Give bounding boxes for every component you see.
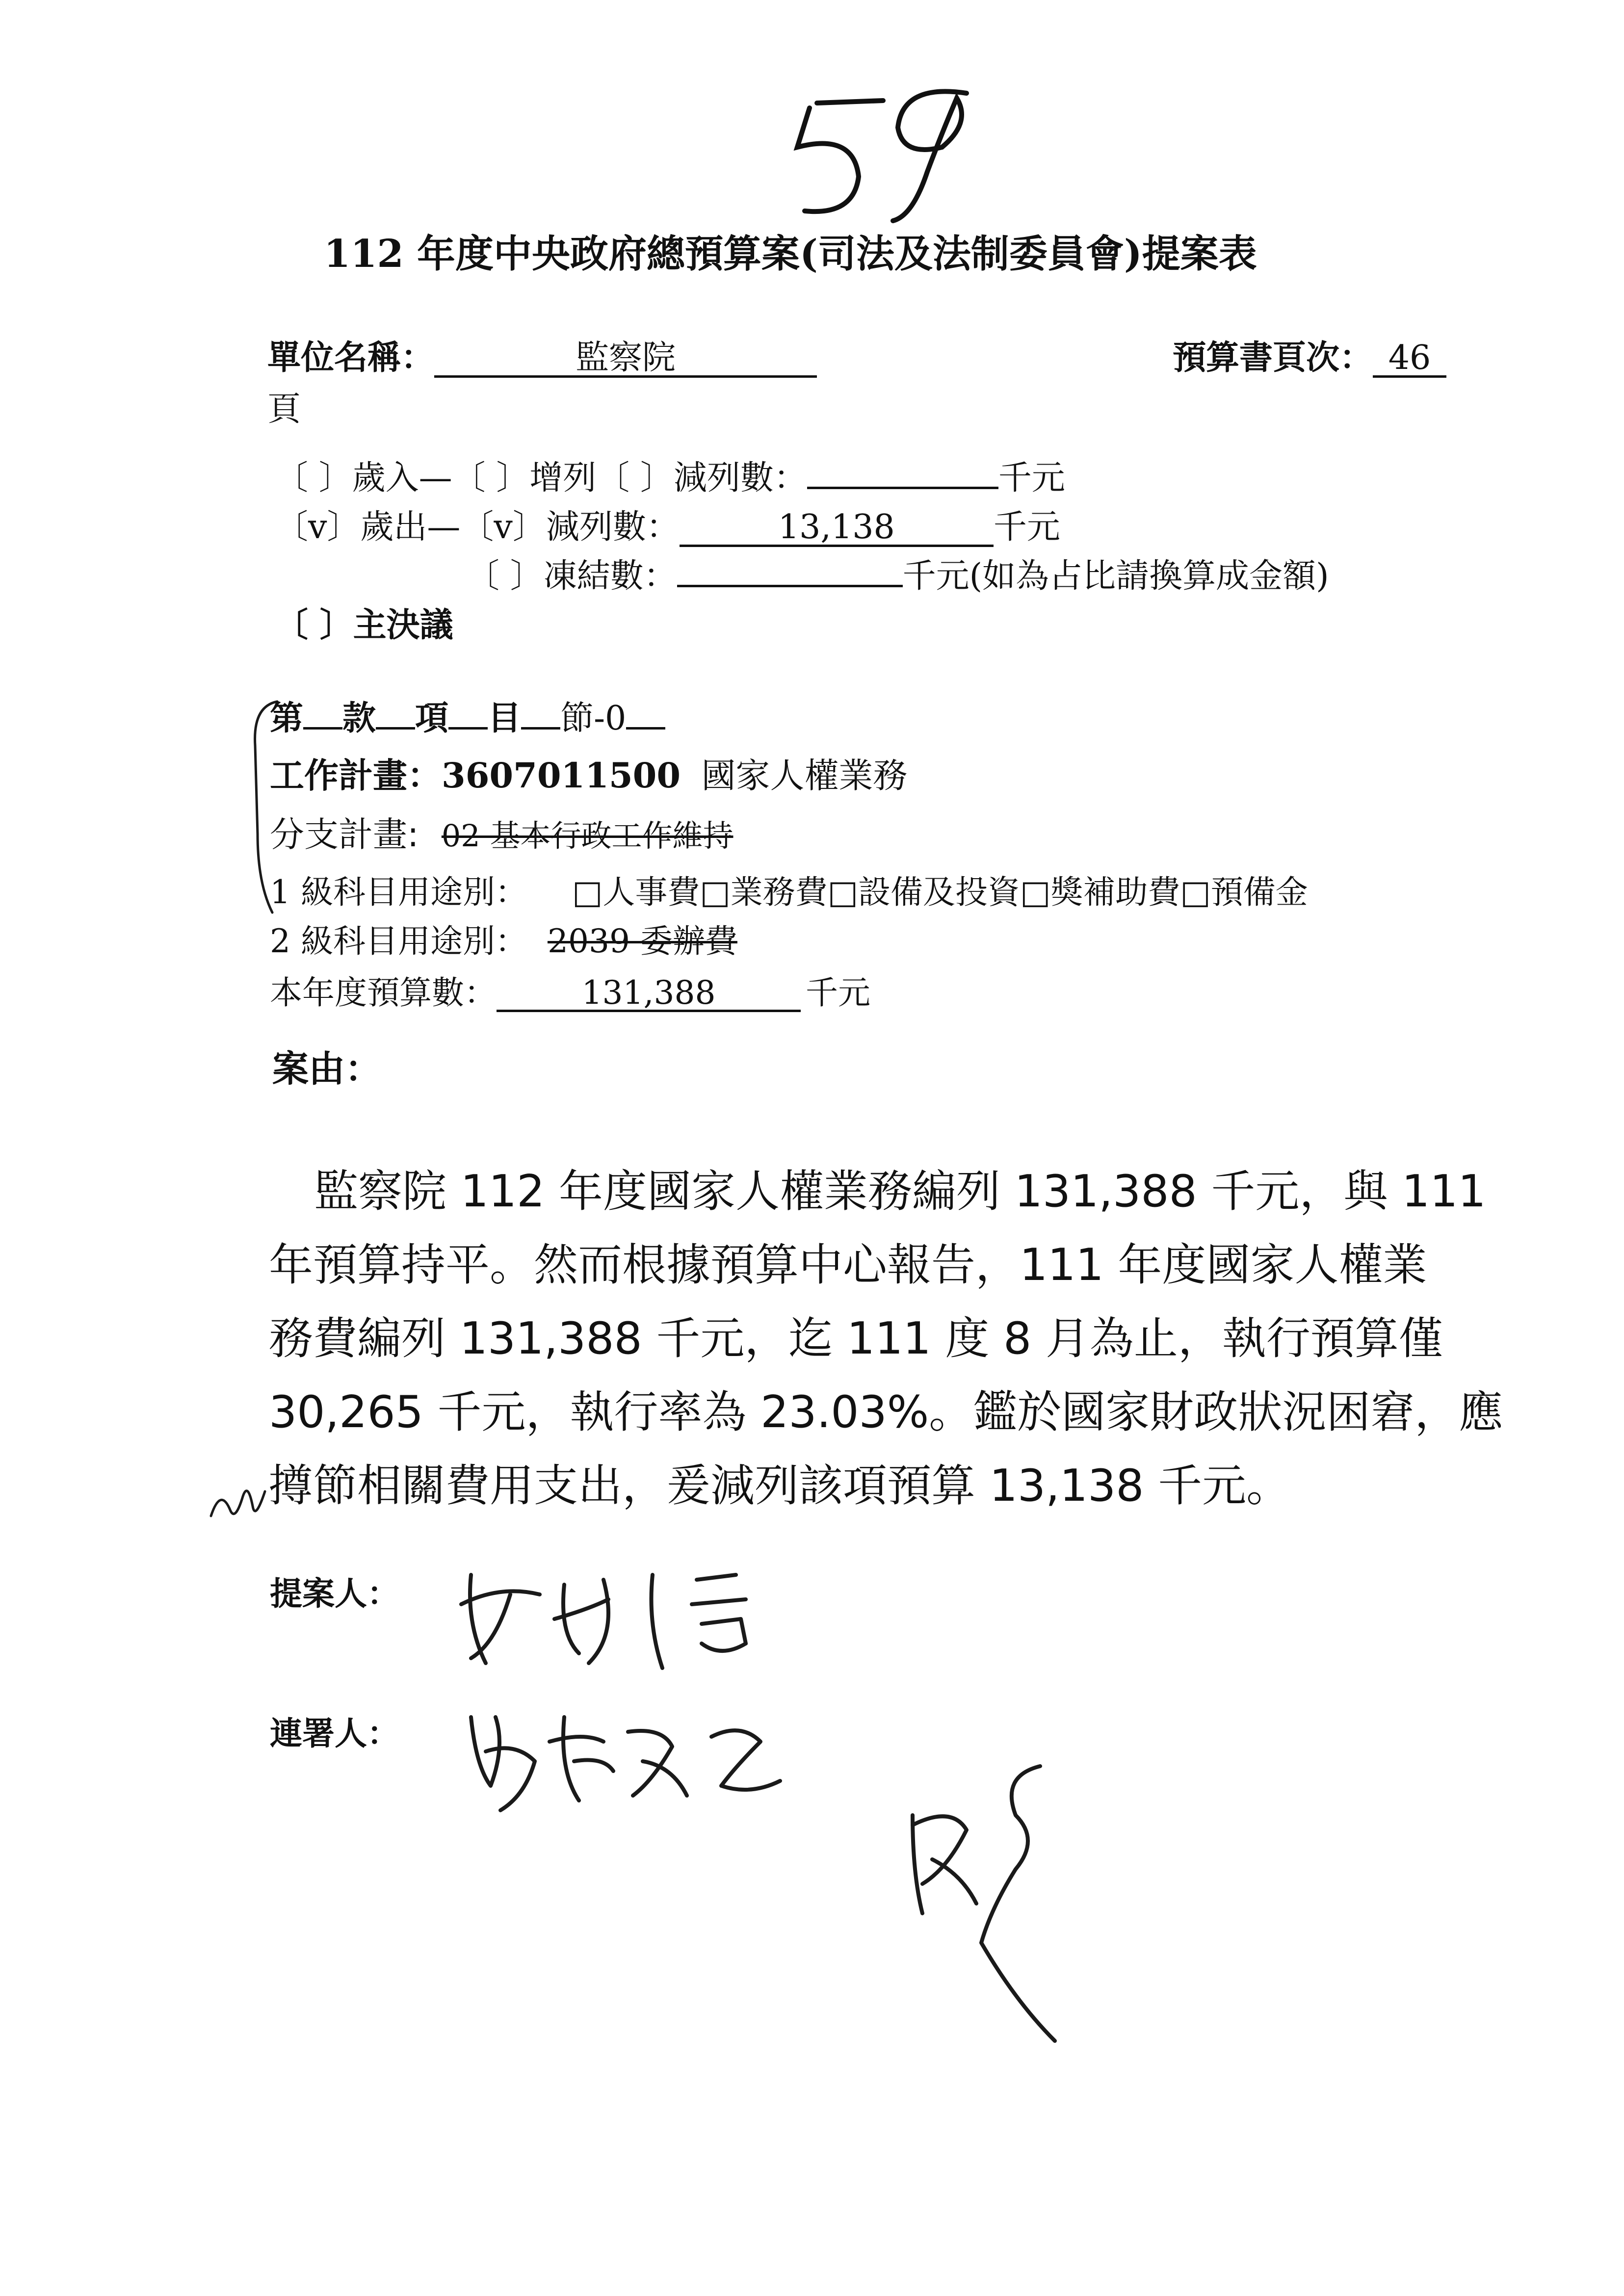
work-plan-row	[270, 748, 907, 798]
level1-label: 1 級科目用途別：	[270, 873, 527, 911]
freeze-prefix: 〔 〕凍結數：	[466, 557, 677, 596]
expenditure-prefix: 〔v〕歲出—〔v〕減列數：	[275, 508, 680, 547]
reason-line-1: 監察院 112 年度國家人權業務編列 131,388 千元，與 111	[314, 1166, 1486, 1217]
expenditure-value: 13,138	[680, 510, 994, 547]
work-plan-code: 3607011500	[442, 755, 681, 796]
freeze-row	[466, 549, 1329, 597]
budget-page-label: 預算書頁次：	[1173, 338, 1373, 377]
revenue-row	[275, 451, 1065, 499]
level2-label: 2 級科目用途別：	[270, 922, 527, 960]
page-number-handwriting	[780, 74, 986, 235]
proposer-label: 提案人：	[270, 1574, 399, 1613]
unit-row	[267, 331, 817, 379]
branch-plan-label: 分支計畫:	[270, 814, 419, 855]
reason-line-5: 撙節相關費用支出，爰減列該項預算 13,138 千元。	[269, 1460, 1291, 1512]
section-p4: 目	[488, 699, 522, 738]
expenditure-unit: 千元	[993, 508, 1060, 547]
revenue-unit: 千元	[998, 459, 1065, 497]
annual-budget-value: 131,388	[497, 976, 801, 1012]
section-row	[270, 692, 665, 739]
revenue-blank	[807, 456, 998, 489]
handwritten-page-number	[780, 74, 986, 235]
section-p1: 第	[270, 699, 304, 738]
revenue-prefix: 〔 〕歲入—〔 〕增列〔 〕減列數：	[275, 459, 807, 497]
section-p5: 節-0	[560, 699, 627, 738]
level2-row	[270, 915, 737, 962]
cosigner-signature-1	[456, 1688, 819, 1825]
level1-row	[270, 866, 1308, 913]
handwritten-margin-mark	[206, 1477, 275, 1526]
unit-value: 監察院	[434, 340, 817, 378]
reason-label: 案由：	[272, 1048, 381, 1090]
work-plan-name: 國家人權業務	[701, 756, 908, 796]
section-p3: 項	[415, 699, 449, 738]
form-title: 112 年度中央政府總預算案(司法及法制委員會)提案表	[324, 232, 1257, 276]
proposer-signature	[442, 1545, 824, 1683]
section-blank-4	[521, 697, 560, 730]
reason-line-4: 30,265 千元，執行率為 23.03%。鑑於國家財政狀況困窘，應	[269, 1386, 1503, 1438]
budget-page-row	[1173, 331, 1446, 379]
section-blank-3	[448, 697, 488, 730]
main-resolution: 〔 〕主決議	[275, 605, 453, 645]
budget-page-suffix: 頁	[267, 390, 301, 429]
branch-plan-value: 02 基本行政工作維持	[441, 818, 733, 854]
unit-label: 單位名稱：	[267, 338, 435, 377]
level2-value: 2039 委辦費	[547, 922, 737, 960]
reason-line-3: 務費編列 131,388 千元，迄 111 度 8 月為止，執行預算僅	[269, 1313, 1443, 1364]
level1-options: □人事費□業務費□設備及投資□獎補助費□預備金	[572, 873, 1308, 911]
freeze-blank	[677, 554, 903, 587]
section-blank-5	[626, 697, 665, 730]
expenditure-row	[275, 500, 1060, 548]
annual-budget-row	[270, 966, 870, 1013]
section-p2: 款	[342, 699, 376, 738]
annual-budget-label: 本年度預算數：	[270, 974, 497, 1012]
freeze-unit: 千元(如為占比請換算成金額)	[902, 557, 1329, 596]
section-blank-1	[303, 697, 342, 730]
reason-line-2: 年預算持平。然而根據預算中心報告，111 年度國家人權業	[269, 1239, 1427, 1291]
section-blank-2	[376, 697, 415, 730]
branch-plan-row	[270, 807, 733, 857]
cosigner-label: 連署人：	[270, 1714, 399, 1752]
work-plan-label: 工作計畫：	[270, 755, 442, 796]
budget-page-value: 46	[1373, 340, 1446, 378]
cosigner-signature-2	[893, 1747, 1099, 2061]
annual-budget-unit: 千元	[806, 974, 870, 1012]
